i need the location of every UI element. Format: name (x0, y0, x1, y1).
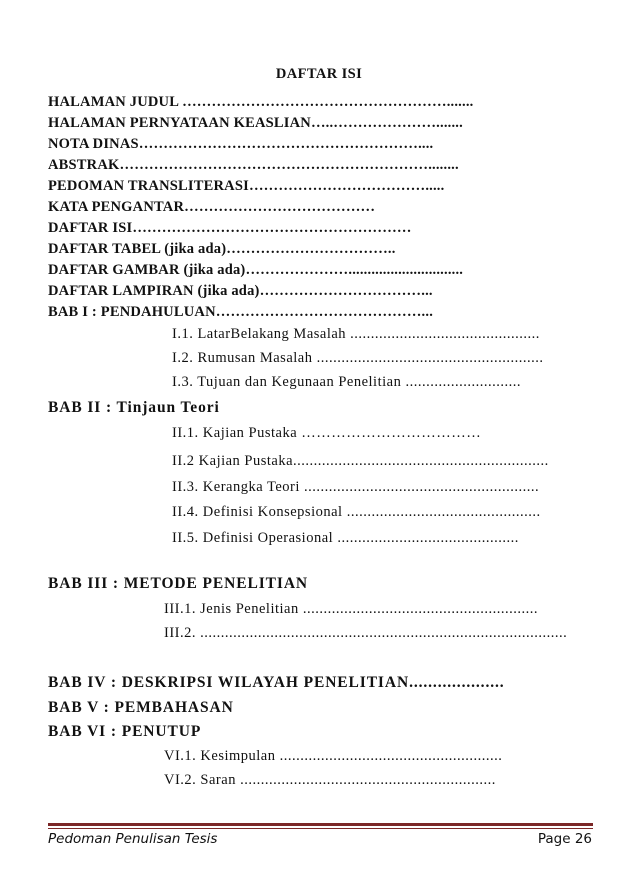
toc-entry (48, 674, 505, 692)
toc-entry (172, 453, 549, 470)
toc-entry (48, 157, 459, 174)
toc-entry-leader: .............................................................. (293, 453, 549, 469)
toc-entry (48, 399, 220, 417)
toc-entry (172, 374, 521, 391)
toc-entry (48, 220, 412, 237)
toc-entry-label: DAFTAR TABEL (jika ada) (48, 241, 227, 257)
toc-entry-label: II.2 Kajian Pustaka (172, 453, 294, 469)
toc-entry-leader: .................... (409, 674, 505, 691)
toc-entry-label: I.3. Tujuan dan Kegunaan Penelitian (172, 374, 406, 390)
toc-entry (164, 748, 502, 765)
footer-rule-thick (48, 823, 593, 826)
toc-entry-label: BAB V : PEMBAHASAN (48, 699, 234, 716)
toc-entry (48, 283, 433, 300)
toc-entry-leader: .............................................. (350, 326, 540, 342)
toc-entry-leader: ……………………………………... (215, 304, 434, 320)
page-title: DAFTAR ISI (275, 66, 363, 82)
toc-entry-label: III.1. Jenis Penelitian (164, 601, 303, 617)
toc-entry (48, 262, 463, 279)
toc-entry (164, 625, 567, 642)
toc-entry-leader: ......................................................... (304, 479, 540, 495)
toc-entry-label: III.2. (164, 625, 201, 641)
toc-entry-label: DAFTAR ISI (48, 220, 133, 236)
toc-entry (48, 723, 201, 741)
footer-page-number: Page 26 (537, 831, 592, 847)
toc-entry (48, 304, 433, 321)
toc-entry-label: BAB II : Tinjaun Teori (48, 399, 220, 416)
toc-entry-label: NOTA DINAS (48, 136, 139, 152)
toc-entry-leader: ...................................................... (279, 748, 503, 764)
toc-entry-label: II.5. Definisi Operasional (172, 530, 338, 546)
toc-entry (48, 199, 375, 216)
toc-entry-leader: ....................................................... (316, 350, 544, 366)
toc-entry (48, 178, 444, 195)
toc-entry-leader: ............................ (405, 374, 521, 390)
footer-rule-thin (48, 828, 593, 829)
toc-entry (48, 241, 396, 258)
toc-entry-leader: ......................................................................................... (200, 625, 568, 641)
toc-entry (172, 504, 541, 521)
toc-entry-label: BAB VI : PENUTUP (48, 723, 202, 740)
toc-entry-label: HALAMAN PERNYATAAN KEASLIAN (48, 115, 311, 131)
toc-entry-label: KATA PENGANTAR (48, 199, 185, 215)
toc-entry (172, 350, 543, 367)
toc-entry (164, 772, 496, 789)
toc-entry (172, 530, 519, 547)
toc-entry-label: II.1. Kajian Pustaka (172, 425, 302, 441)
toc-entry-label: VI.2. Saran (164, 772, 241, 788)
toc-entry-label: PEDOMAN TRANSLITERASI (48, 178, 249, 194)
toc-entry-leader: ………………………………………………………........ (119, 157, 459, 173)
toc-entry-leader: ………………………………..... (248, 178, 445, 194)
toc-entry-leader: …………………………….. (226, 241, 396, 257)
toc-entry (48, 575, 308, 593)
toc-entry-label: DAFTAR GAMBAR (jika ada) (48, 262, 246, 278)
toc-entry-leader: …..…………………....... (310, 115, 463, 131)
toc-entry (172, 326, 540, 343)
toc-entry (172, 425, 481, 442)
toc-entry-leader: ………………………………………………….... (138, 136, 434, 152)
footer-document-name: Pedoman Penulisan Tesis (48, 831, 218, 847)
toc-entry-leader: .............................................................. (240, 772, 496, 788)
toc-entry-leader: ............................................ (337, 530, 519, 546)
toc-entry-leader: ......................................................... (302, 601, 538, 617)
toc-entry-label: BAB I : PENDAHULUAN (48, 304, 216, 320)
toc-entry-leader: ………………………………………………....... (182, 94, 474, 110)
toc-entry-leader: ………………………………………………… (132, 220, 412, 236)
toc-entry-label: I.1. LatarBelakang Masalah (172, 326, 351, 342)
toc-entry (164, 601, 538, 618)
toc-entry-label: I.2. Rumusan Masalah (172, 350, 317, 366)
toc-entry-label: BAB III : METODE PENELITIAN (48, 575, 309, 592)
toc-entry-leader: ............................................... (346, 504, 541, 520)
toc-entry-leader: ………………………………… (184, 199, 376, 215)
toc-entry (48, 136, 433, 153)
toc-entry-label: HALAMAN JUDUL (48, 94, 183, 110)
toc-entry-label: BAB IV : DESKRIPSI WILAYAH PENELITIAN (48, 674, 410, 691)
toc-entry-label: II.4. Definisi Konsepsional (172, 504, 347, 520)
toc-entry (172, 479, 539, 496)
toc-entry (48, 115, 463, 132)
toc-entry-label: II.3. Kerangka Teori (172, 479, 305, 495)
toc-entry-leader: ………………….............................. (245, 262, 464, 278)
toc-entry (48, 94, 473, 111)
toc-entry-leader: ……………………………… (301, 425, 482, 441)
toc-entry-label: DAFTAR LAMPIRAN (jika ada) (48, 283, 260, 299)
toc-entry-label: ABSTRAK (48, 157, 120, 173)
toc-entry-label: VI.1. Kesimpulan (164, 748, 280, 764)
toc-entry-leader: ……………………………... (259, 283, 433, 299)
toc-entry (48, 699, 234, 717)
